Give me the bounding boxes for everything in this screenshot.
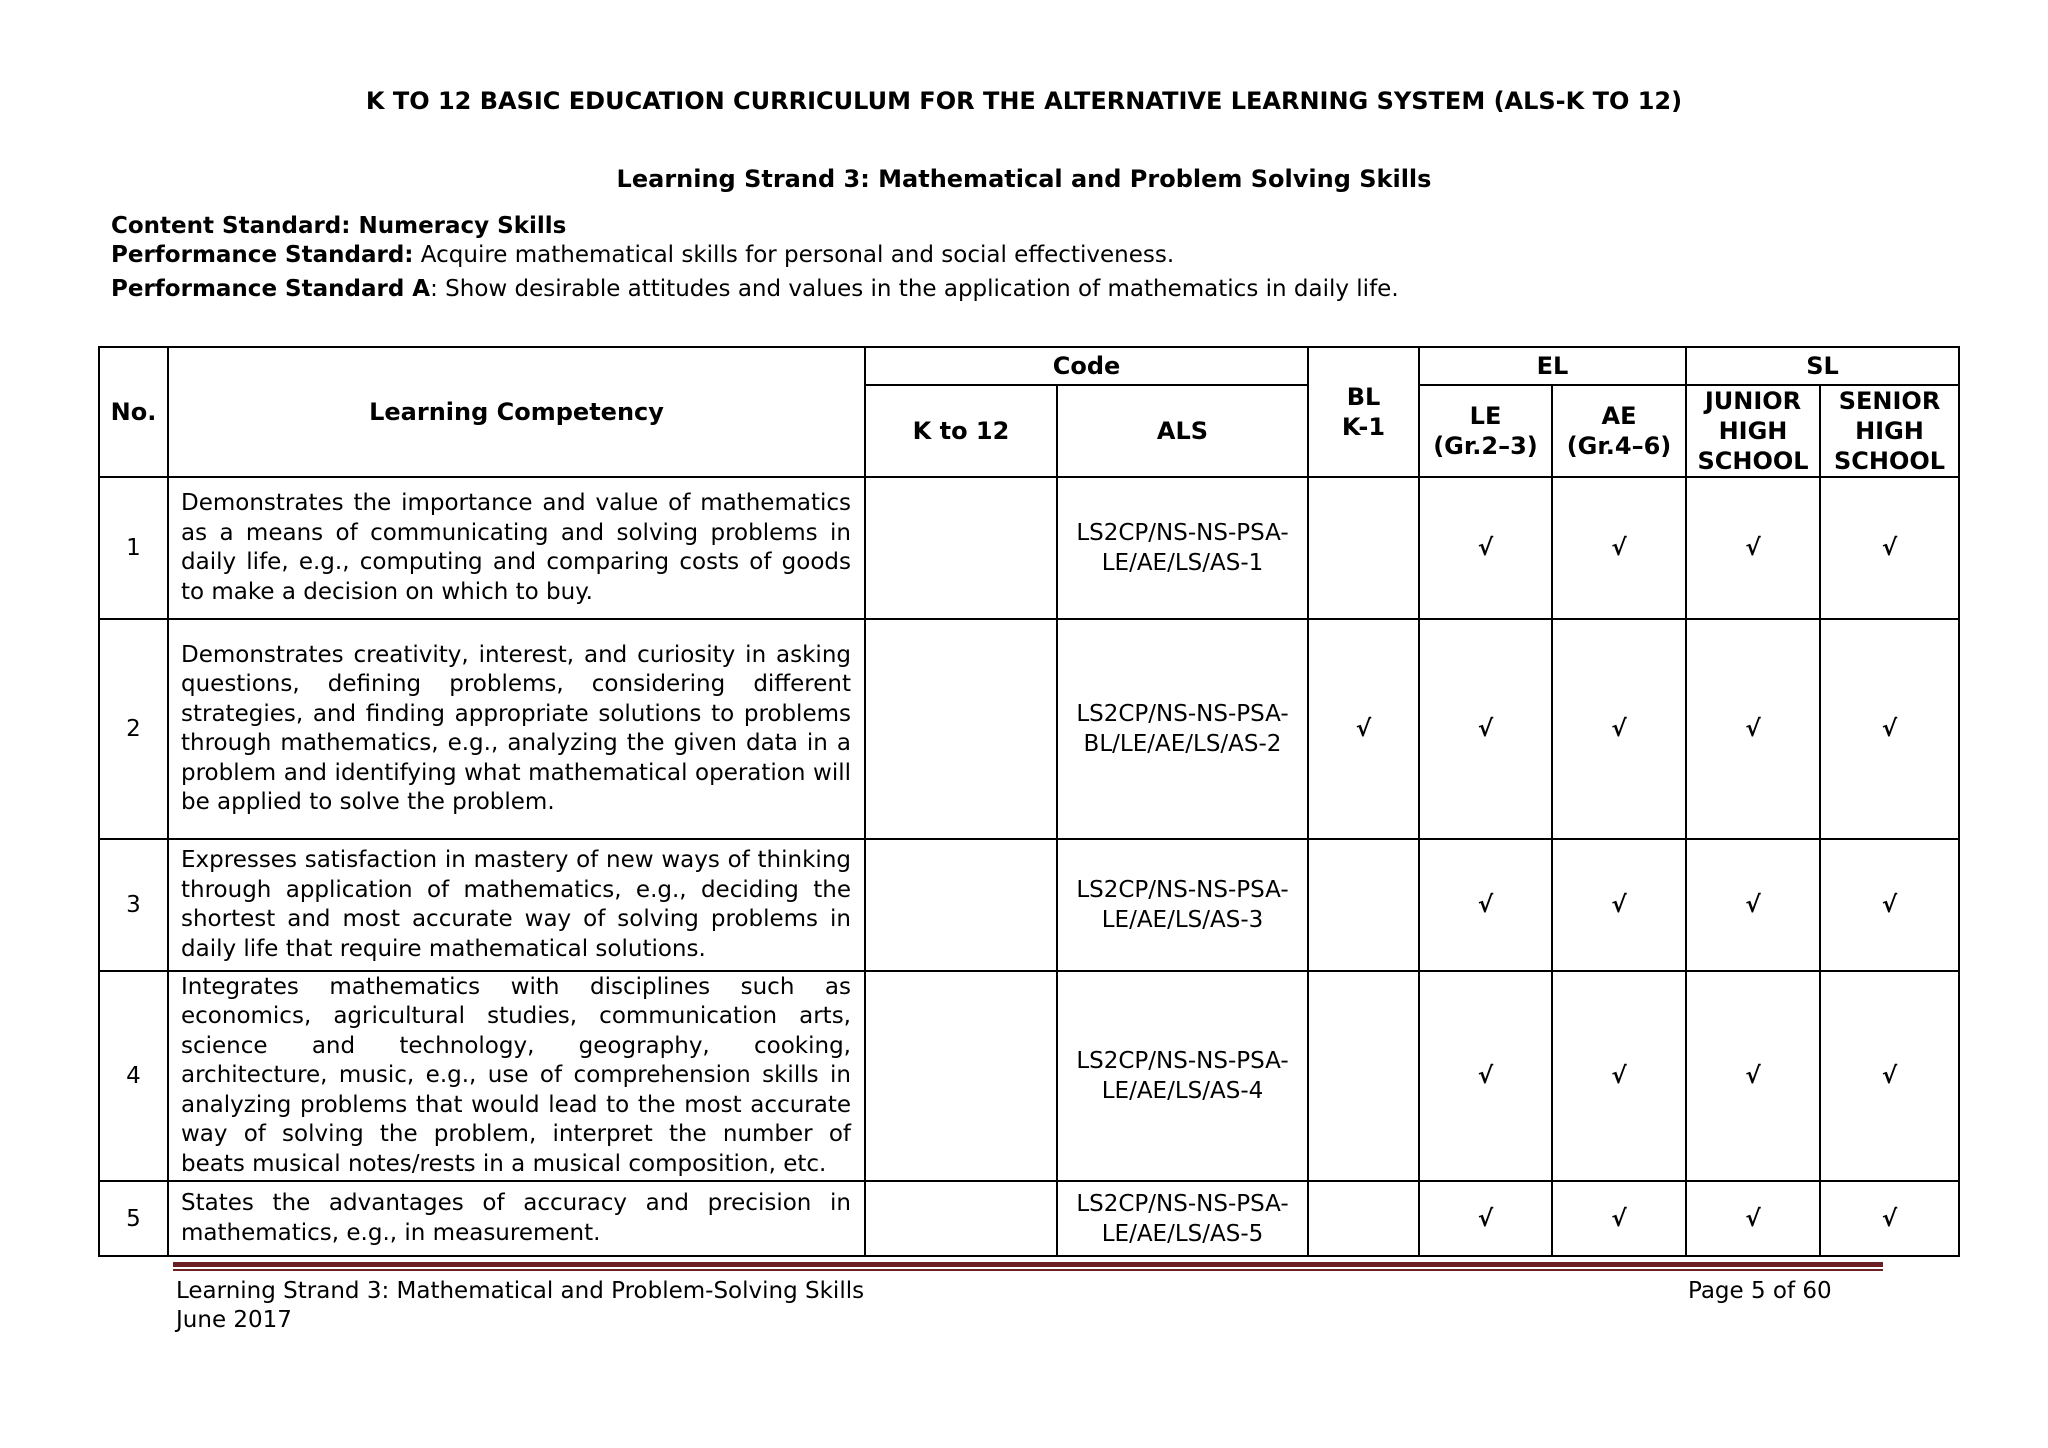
row-shs-check: √ [1820, 1181, 1959, 1256]
performance-standard-text: Acquire mathematical skills for personal and social effectiveness. [413, 242, 1175, 268]
header-le-line1: LE [1469, 402, 1502, 430]
performance-standard-a-label: Performance Standard A [111, 276, 431, 302]
row-k12-code [865, 619, 1057, 839]
performance-standard [111, 242, 1174, 268]
row-shs-check: √ [1820, 971, 1959, 1181]
row-jhs-check: √ [1686, 839, 1820, 971]
row-shs-check: √ [1820, 619, 1959, 839]
row-number: 2 [99, 619, 168, 839]
row-ae-check: √ [1552, 477, 1686, 619]
row-als-code [1057, 971, 1308, 1181]
row-ae-check: √ [1552, 619, 1686, 839]
performance-standard-a [111, 276, 1399, 302]
header-el: EL [1419, 347, 1686, 385]
row-competency: States the advantages of accuracy and precision in mathematics, e.g., in measurement. [168, 1181, 865, 1256]
row-competency: Demonstrates creativity, interest, and curiosity in asking questions, defining problems, considering different strategies, and finding appropriate solutions to problems through mathematics, e.g., analyzing the given data in a problem and identifying what mathematical operation will be applied to solve the problem. [168, 619, 865, 839]
row-competency: Integrates mathematics with disciplines such as economics, agricultural studies, communication arts, science and technology, geography, cooking, architecture, music, e.g., use of comprehension skills in analyzing problems that would lead to the most accurate way of solving the problem, interpret the number of beats musical notes/rests in a musical composition, etc. [168, 971, 865, 1181]
header-ae [1552, 385, 1686, 477]
als-code-line1: LS2CP/NS-NS-PSA- [1076, 520, 1289, 546]
header-shs-line2: HIGH [1855, 417, 1924, 445]
footer-rule-thin [173, 1269, 1883, 1271]
row-le-check: √ [1419, 1181, 1552, 1256]
als-code-line2: LE/AE/LS/AS-5 [1101, 1220, 1264, 1247]
row-number: 1 [99, 477, 168, 619]
footer-rule [173, 1262, 1883, 1267]
document-title: K TO 12 BASIC EDUCATION CURRICULUM FOR THE ALTERNATIVE LEARNING SYSTEM (ALS-K TO 12) [365, 87, 1683, 115]
row-competency: Expresses satisfaction in mastery of new ways of thinking through application of mathematics, e.g., deciding the shortest and most accurate way of solving problems in daily life that require mathematical solutions. [168, 839, 865, 971]
als-code-line2: LE/AE/LS/AS-1 [1101, 550, 1264, 576]
header-junior-high [1686, 385, 1820, 477]
table-row [99, 1181, 1959, 1256]
row-jhs-check: √ [1686, 971, 1820, 1181]
row-jhs-check: √ [1686, 619, 1820, 839]
als-code-line1: LS2CP/NS-NS-PSA- [1076, 701, 1289, 727]
als-code-line2: BL/LE/AE/LS/AS-2 [1083, 731, 1282, 757]
header-bl [1308, 347, 1419, 477]
als-code-line1: LS2CP/NS-NS-PSA- [1076, 1190, 1289, 1217]
content-standard: Content Standard: Numeracy Skills [111, 213, 567, 239]
competency-table [98, 346, 1960, 1257]
als-code-line1: LS2CP/NS-NS-PSA- [1076, 1048, 1289, 1074]
row-le-check: √ [1419, 619, 1552, 839]
header-jhs-line1: JUNIOR [1704, 387, 1802, 415]
header-bl-line2: K-1 [1341, 413, 1386, 441]
als-code-line1: LS2CP/NS-NS-PSA- [1076, 877, 1289, 903]
table-row [99, 619, 1959, 839]
row-als-code [1057, 619, 1308, 839]
header-shs-line3: SCHOOL [1833, 447, 1946, 475]
row-shs-check: √ [1820, 477, 1959, 619]
header-k-to-12: K to 12 [865, 385, 1057, 477]
row-bl-check [1308, 971, 1419, 1181]
row-shs-check: √ [1820, 839, 1959, 971]
row-number: 3 [99, 839, 168, 971]
row-k12-code [865, 477, 1057, 619]
row-bl-check [1308, 477, 1419, 619]
row-k12-code [865, 1181, 1057, 1256]
row-ae-check: √ [1552, 971, 1686, 1181]
row-ae-check: √ [1552, 1181, 1686, 1256]
row-jhs-check: √ [1686, 1181, 1820, 1256]
row-le-check: √ [1419, 477, 1552, 619]
row-ae-check: √ [1552, 839, 1686, 971]
als-code-line2: LE/AE/LS/AS-3 [1101, 907, 1264, 933]
header-senior-high [1820, 385, 1959, 477]
als-code-line2: LE/AE/LS/AS-4 [1101, 1078, 1264, 1104]
row-bl-check: √ [1308, 619, 1419, 839]
row-competency: Demonstrates the importance and value of mathematics as a means of communicating and solving problems in daily life, e.g., computing and comparing costs of goods to make a decision on which to buy. [168, 477, 865, 619]
table-row [99, 971, 1959, 1181]
row-number: 5 [99, 1181, 168, 1256]
header-code: Code [865, 347, 1308, 385]
row-als-code [1057, 839, 1308, 971]
performance-standard-label: Performance Standard: [111, 242, 414, 268]
footer-strand: Learning Strand 3: Mathematical and Problem-Solving Skills [176, 1278, 865, 1304]
performance-standard-a-text: : Show desirable attitudes and values in the application of mathematics in daily life. [430, 276, 1399, 302]
row-als-code [1057, 477, 1308, 619]
header-learning-competency: Learning Competency [168, 347, 865, 477]
row-als-code [1057, 1181, 1308, 1256]
table-row [99, 839, 1959, 971]
row-bl-check [1308, 1181, 1419, 1256]
header-shs-line1: SENIOR [1838, 387, 1941, 415]
row-bl-check [1308, 839, 1419, 971]
row-number: 4 [99, 971, 168, 1181]
row-k12-code [865, 839, 1057, 971]
row-le-check: √ [1419, 971, 1552, 1181]
row-k12-code [865, 971, 1057, 1181]
row-jhs-check: √ [1686, 477, 1820, 619]
header-ae-line2: (Gr.4–6) [1566, 432, 1672, 460]
header-ae-line1: AE [1601, 402, 1637, 430]
header-bl-line1: BL [1346, 383, 1381, 411]
header-le [1419, 385, 1552, 477]
header-jhs-line3: SCHOOL [1697, 447, 1809, 475]
row-le-check: √ [1419, 839, 1552, 971]
header-no: No. [99, 347, 168, 477]
footer-date: June 2017 [176, 1307, 292, 1333]
header-sl: SL [1686, 347, 1959, 385]
strand-title: Learning Strand 3: Mathematical and Problem Solving Skills [616, 165, 1432, 193]
header-als: ALS [1057, 385, 1308, 477]
header-jhs-line2: HIGH [1718, 417, 1788, 445]
header-le-line2: (Gr.2–3) [1433, 432, 1538, 460]
table-row [99, 477, 1959, 619]
footer-page-number: Page 5 of 60 [1688, 1278, 1832, 1304]
